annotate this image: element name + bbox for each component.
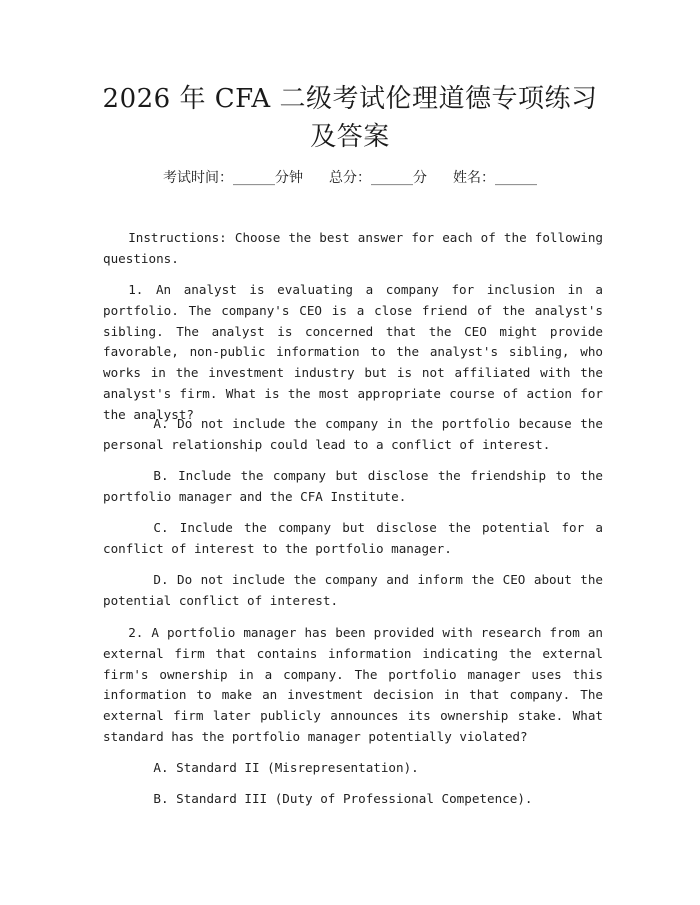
question-2-option-b (103, 789, 603, 810)
option-text: B. Standard III (Duty of Professional Competence). (153, 791, 533, 806)
instructions-text: Instructions: Choose the best answer for each of the following questions. (103, 230, 603, 266)
option-text: D. Do not include the company and inform the CEO about the potential conflict of interest. (103, 572, 603, 608)
question-1-stem: 1. An analyst is evaluating a company for inclusion in a portfolio. The company's CEO is a close friend of the analyst's sibling. The analyst is concerned that the CEO might provide favorable, non-public information to the analyst's sibling, who works in the investment industry but is not affiliated with the analyst's firm. What is the most appropriate course of action for the analyst? (103, 282, 603, 422)
question-1-option-b (103, 466, 603, 508)
exam-time-label: 考试时间：______分钟 (163, 170, 303, 186)
question-1-option-d (103, 570, 603, 612)
exam-meta-line (0, 168, 700, 188)
page-title: 2026 年 CFA 二级考试伦理道德专项练习及答案 (102, 84, 598, 152)
name-label: 姓名：______ (453, 170, 537, 186)
option-text: A. Standard II (Misrepresentation). (153, 760, 419, 775)
option-text: B. Include the company but disclose the friendship to the portfolio manager and the CFA Institute. (103, 468, 603, 504)
option-text: A. Do not include the company in the portfolio because the personal relationship could lead to a conflict of interest. (103, 416, 603, 452)
option-text: C. Include the company but disclose the potential for a conflict of interest to the portfolio manager. (103, 520, 603, 556)
question-1 (103, 280, 603, 426)
instructions (103, 228, 603, 270)
question-2-stem: 2. A portfolio manager has been provided with research from an external firm that contains information indicating the external firm's ownership in a company. The portfolio manager uses this information to make an investment decision in that company. The external firm later publicly announces its ownership stake. What standard has the portfolio manager potentially violated? (103, 625, 603, 744)
total-score-label: 总分：______分 (329, 170, 427, 186)
question-1-option-a (103, 414, 603, 456)
question-2 (103, 623, 603, 748)
question-2-option-a (103, 758, 603, 779)
question-1-option-c (103, 518, 603, 560)
